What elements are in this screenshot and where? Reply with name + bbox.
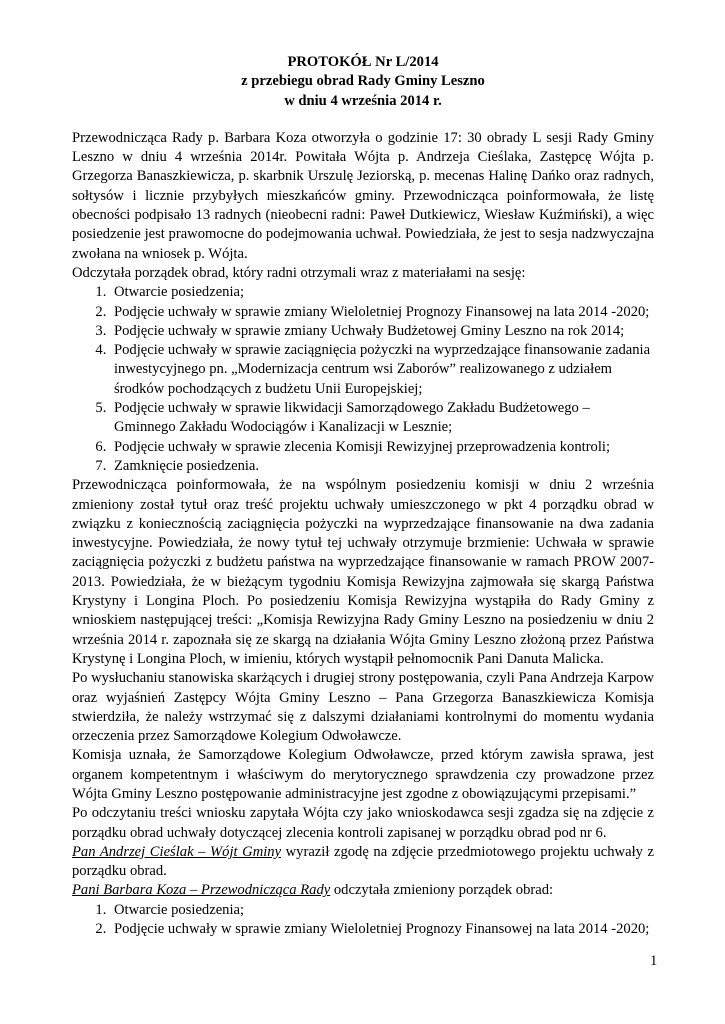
paragraph-commission-info: Przewodnicząca poinformowała, że na wspólnym posiedzeniu komisji w dniu 2 września zmieniony został tytuł oraz treść projektu uchwały umieszczonego w pkt 4 porządku obrad w związku z koniecznością zaciągnięcia pożyczki na wyprzedzające finansowanie na dwa zadania inwestycyjne. Powiedziała, że nowy tytuł tej uchwały otrzymuje brzmienie: Uchwała w sprawie zaciągnięcia pożyczki z budżetu państwa na wyprzedzające finansowanie w ramach PROW 2007-2013. Powiedziała, że w bieżącym tygodniu Komisja Rewizyjna zajmowała się skargą Państwa Krystyny i Longina Ploch. Po posiedzeniu Komisja Rewizyjna wystąpiła do Rady Gminy z wnioskiem następującej treści: „Komisja Rewizyjna Rady Gminy Leszno na posiedzeniu w dniu 2 września 2014 r. zapoznała się ze skargą na działania Wójta Gminy Leszno złożoną przez Państwa Krystynę i Longina Ploch, w imieniu, których wystąpił pełnomocnik Pani Danuta Malicka.: [72, 477, 654, 667]
intro-paragraph: Przewodnicząca Rady p. Barbara Koza otworzyła o godzinie 17: 30 obrady L sesji Rady Gminy Leszno w dniu 4 września 2014r. Powitała Wójta p. Andrzeja Cieślaka, Zastępcę Wójta p. Grzegorza Banaszkiewicza, p. skarbnik Urszulę Jeziorską, p. mecenas Halinę Dańko oraz radnych, sołtysów i licznie przybyłych mieszkańców gminy. Przewodnicząca poinformowała, że listę obecności podpisało 13 radnych (nieobecni radni: Paweł Dutkiewicz, Wiesław Kuźmiński), a więc posiedzenie jest prawomocne do podejmowania uchwał. Powiedziała, że jest to sesja nadzwyczajna zwołana na wniosek p. Wójta.: [72, 129, 654, 262]
speaker-mayor: Pan Andrzej Cieślak – Wójt Gminy: [72, 843, 282, 860]
list-item: 1. Otwarcie posiedzenia;: [110, 901, 654, 920]
list-item: 5. Podjęcie uchwały w sprawie likwidacji Samorządowego Zakładu Budżetowego – Gminnego Zakładu Wodociągów i Kanalizacji w Lesznie;: [110, 399, 654, 438]
speaker-chair: Pani Barbara Koza – Przewodnicząca Rady: [72, 882, 331, 899]
chair-statement: odczytała zmieniony porządek obrad:: [330, 882, 554, 899]
paragraph-sko: Komisja uznała, że Samorządowe Kolegium Odwoławcze, przed którym zawisła sprawa, jest organem kompetentnym i właściwym do merytorycznego sprawdzenia czy prowadzone przez Wójta Gminy Leszno postępowanie administracyjne jest zgodne z obowiązującymi przepisami.”: [72, 747, 654, 802]
list-item: 2. Podjęcie uchwały w sprawie zmiany Wieloletniej Prognozy Finansowej na lata 2014 -2020;: [110, 920, 654, 939]
agenda-intro: Odczytała porządek obrad, który radni otrzymali wraz z materiałami na sesję:: [72, 264, 526, 281]
protocol-date: w dniu 4 września 2014 r.: [284, 92, 442, 109]
mayor-statement: wyraził zgodę na zdjęcie przedmiotowego projektu uchwały z porządku obrad.: [72, 843, 654, 880]
list-item: 1. Otwarcie posiedzenia;: [110, 283, 654, 302]
protocol-title: PROTOKÓŁ Nr L/2014: [287, 54, 439, 70]
paragraph-mayor-consent: [72, 843, 654, 882]
paragraph-hearing: Po wysłuchaniu stanowiska skarżących i drugiej strony postępowania, czyli Pana Andrzeja Karpow oraz wyjaśnień Zastępcy Wójta Gminy Leszno – Pana Grzegorza Banaszkiewicza Komisja stwierdziła, że należy wstrzymać się z dalszymi działaniami kontrolnymi do momentu wydania orzeczenia przez Samorządowe Kolegium Odwoławcze.: [72, 670, 654, 745]
list-item: 3. Podjęcie uchwały w sprawie zmiany Uchwały Budżetowej Gminy Leszno na rok 2014;: [110, 322, 654, 341]
paragraph-chair-reading: [72, 881, 654, 900]
agenda-list: [72, 283, 654, 476]
list-item: 4. Podjęcie uchwały w sprawie zaciągnięcia pożyczki na wyprzedzające finansowanie zadania inwestycyjnego pn. „Modernizacja centrum wsi Zaborów” realizowanego z udziałem środków pochodzących z budżetu Unii Europejskiej;: [110, 341, 654, 399]
paragraph-question: Po odczytaniu treści wniosku zapytała Wójta czy jako wnioskodawca sesji zgadza się na zdjęcie z porządku obrad uchwały dotyczącej zlecenia kontroli zapisanej w porządku obrad pod nr 6.: [72, 805, 654, 841]
list-item: 2. Podjęcie uchwały w sprawie zmiany Wieloletniej Prognozy Finansowej na lata 2014 -2020;: [110, 303, 654, 322]
list-item: 6. Podjęcie uchwały w sprawie zlecenia Komisji Rewizyjnej przeprowadzenia kontroli;: [110, 438, 654, 457]
document-page: [72, 53, 654, 939]
agenda-list-revised: [72, 901, 654, 940]
document-header: [72, 53, 654, 111]
page-number: 1: [650, 953, 658, 969]
protocol-subtitle: z przebiegu obrad Rady Gminy Leszno: [241, 73, 485, 90]
list-item: 7. Zamknięcie posiedzenia.: [110, 457, 654, 476]
